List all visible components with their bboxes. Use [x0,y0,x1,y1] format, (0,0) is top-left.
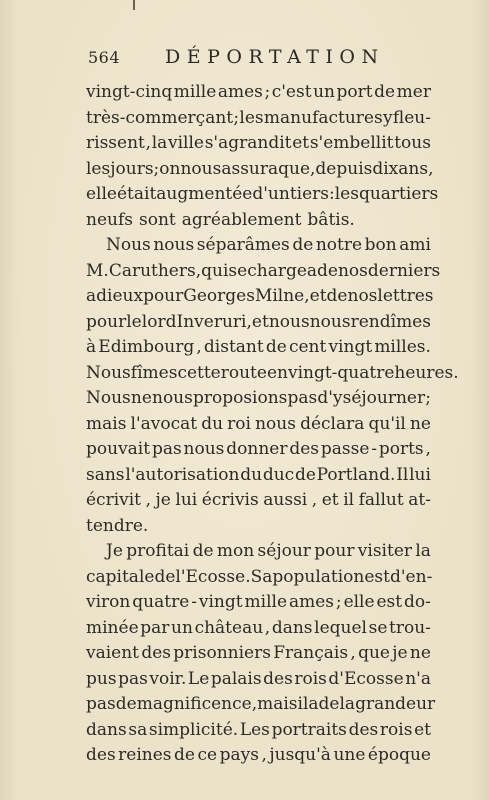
text-line: vaient des prisonniers Français , que je ne [86,643,431,663]
text-line: capitale de l'Ecosse. Sa population est d'en- [86,566,433,587]
text-line: les jours; on nous assura que, depuis dix ans, [86,158,434,179]
text-line: des reines de ce pays , jusqu'à une époque [86,745,431,765]
text-line: pour le lord Inveruri, et nous nous rendîmes [86,311,431,332]
text-line: sans l'autorisation du duc de Portland. Il lui [86,464,431,485]
text-line: viron quatre - vingt mille ames ; elle est do- [86,592,431,612]
text-line: Nous ne nous proposions pas d'y séjourner ; [86,388,431,408]
text-line: très-commerçant ; les manufactures y fleu- [86,107,431,128]
page-number: 564 [88,48,121,67]
text-line: elle était augmentée d'un tiers : les quartiers [86,184,439,204]
text-line: minée par un château , dans lequel se trou- [86,617,431,638]
running-title: DÉPORTATION [165,46,385,68]
text-line: à Edimbourg , distant de cent vingt milles. [86,337,431,357]
text-line: Je profitai de mon séjour pour visiter la [106,541,431,561]
text-line: mais l'avocat du roi nous déclara qu'il ne [86,413,431,434]
text-line: adieux pour Georges Milne, et de nos lettres [86,286,434,306]
text-line: tendre. [86,515,149,536]
text-line: pas de magnificence , mais il a de la grandeur [86,694,436,714]
text-line: Nous nous séparâmes de notre bon ami [106,235,431,255]
text-line: dans sa simplicité. Les portraits des rois et [86,719,431,740]
text-line: rissent , la ville s'agrandit et s'embellit tous [86,133,431,153]
text-line: écrivit , je lui écrivis aussi , et il fallut at- [86,490,431,510]
page-header [88,46,433,72]
text-line: Nous fîmes cette route en vingt-quatre heures. [86,362,459,383]
page-mark [133,0,135,10]
text-line: vingt-cinq mille ames ; c'est un port de mer [86,82,431,102]
body-text [86,80,459,769]
text-line: pouvait pas nous donner des passe - ports , [86,439,431,459]
text-line: M. Caruthers, qui se chargea de nos derniers [86,260,441,281]
text-line: neufs sont agréablement bâtis. [86,209,355,230]
text-line: pus pas voir. Le palais des rois d'Ecosse n'a [86,668,431,689]
